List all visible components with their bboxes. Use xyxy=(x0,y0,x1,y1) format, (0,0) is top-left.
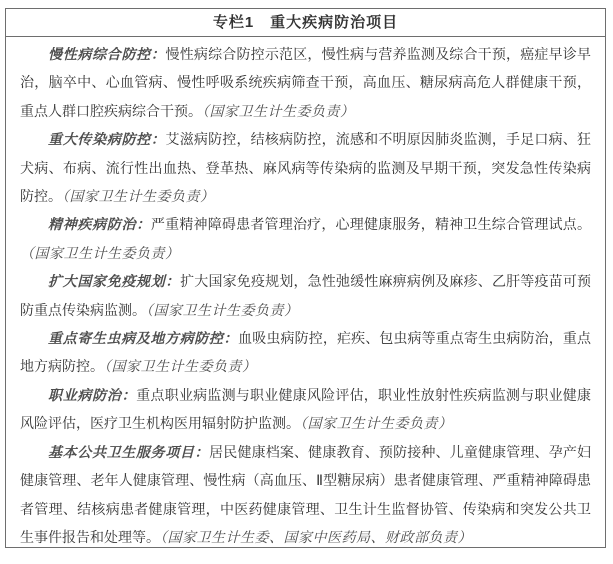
paragraph-mental-illness xyxy=(20,210,591,267)
paragraph-attribution: （国家卫生计生委负责） xyxy=(104,358,257,375)
paragraph-attribution: （国家卫生计生委负责） xyxy=(202,102,355,119)
paragraph-lead: 重大传染病防控： xyxy=(48,131,166,148)
paragraph-attribution: （国家卫生计生委负责） xyxy=(62,188,215,205)
paragraph-attribution: （国家卫生计生委负责） xyxy=(20,244,180,261)
paragraph-parasitic-endemic xyxy=(20,324,591,381)
paragraph-immunization xyxy=(20,267,591,324)
paragraph-body-text: 扩大国家免疫规划，急性弛缓性麻痹病例及麻疹、乙肝等疫苗可预防重点传染病监测。 xyxy=(20,273,592,318)
paragraph-lead: 职业病防治： xyxy=(48,386,137,403)
paragraph-body-text: 艾滋病防控，结核病防控，流感和不明原因肺炎监测，手足口病、狂犬病、布病、流行性出血热、登革热、麻风病等传染病的监测及早期干预，突发急性传染病防控。 xyxy=(20,131,592,205)
paragraph-attribution: （国家卫生计生委、国家中医药局、财政部负责） xyxy=(160,528,472,545)
paragraph-lead: 重点寄生虫病及地方病防控： xyxy=(48,330,239,347)
panel-body xyxy=(6,37,605,548)
paragraph-body-text: 严重精神障碍患者管理治疗，心理健康服务，精神卫生综合管理试点。 xyxy=(150,216,592,233)
paragraph-attribution: （国家卫生计生委负责） xyxy=(300,415,453,432)
paragraph-chronic-disease xyxy=(20,40,591,125)
panel-title: 专栏1 重大疾病防治项目 xyxy=(6,9,605,37)
major-disease-panel xyxy=(5,8,606,548)
paragraph-occupational-disease xyxy=(20,381,591,438)
paragraph-body-text: 慢性病综合防控示范区，慢性病与营养监测及综合干预，癌症早诊早治，脑卒中、心血管病、慢性呼吸系统疾病筛查干预，高血压、糖尿病高危人群健康干预，重点人群口腔疾病综合干预。 xyxy=(20,46,592,119)
paragraph-body-text: 血吸虫病防控，疟疾、包虫病等重点寄生虫病防治，重点地方病防控。 xyxy=(20,330,592,375)
paragraph-lead: 扩大国家免疫规划： xyxy=(48,273,181,290)
paragraph-lead: 基本公共卫生服务项目： xyxy=(48,443,210,460)
paragraph-body-text: 居民健康档案、健康教育、预防接种、儿童健康管理、孕产妇健康管理、老年人健康管理、慢性病（高血压、Ⅱ型糖尿病）患者健康管理、严重精神障碍患者管理、结核病患者健康管理，中医药健康管理、卫生计生监督协管、传染病和突发公共卫生事件报告和处理等。 xyxy=(20,443,592,545)
paragraph-lead: 慢性病综合防控： xyxy=(48,46,166,62)
paragraph-public-health-services xyxy=(20,438,591,548)
paragraph-infectious-disease xyxy=(20,125,591,210)
paragraph-attribution: （国家卫生计生委负责） xyxy=(146,301,299,318)
paragraph-body-text: 重点职业病监测与职业健康风险评估，职业性放射性疾病监测与职业健康风险评估，医疗卫生机构医用辐射防护监测。 xyxy=(20,386,591,432)
paragraph-lead: 精神疾病防治： xyxy=(48,216,151,233)
